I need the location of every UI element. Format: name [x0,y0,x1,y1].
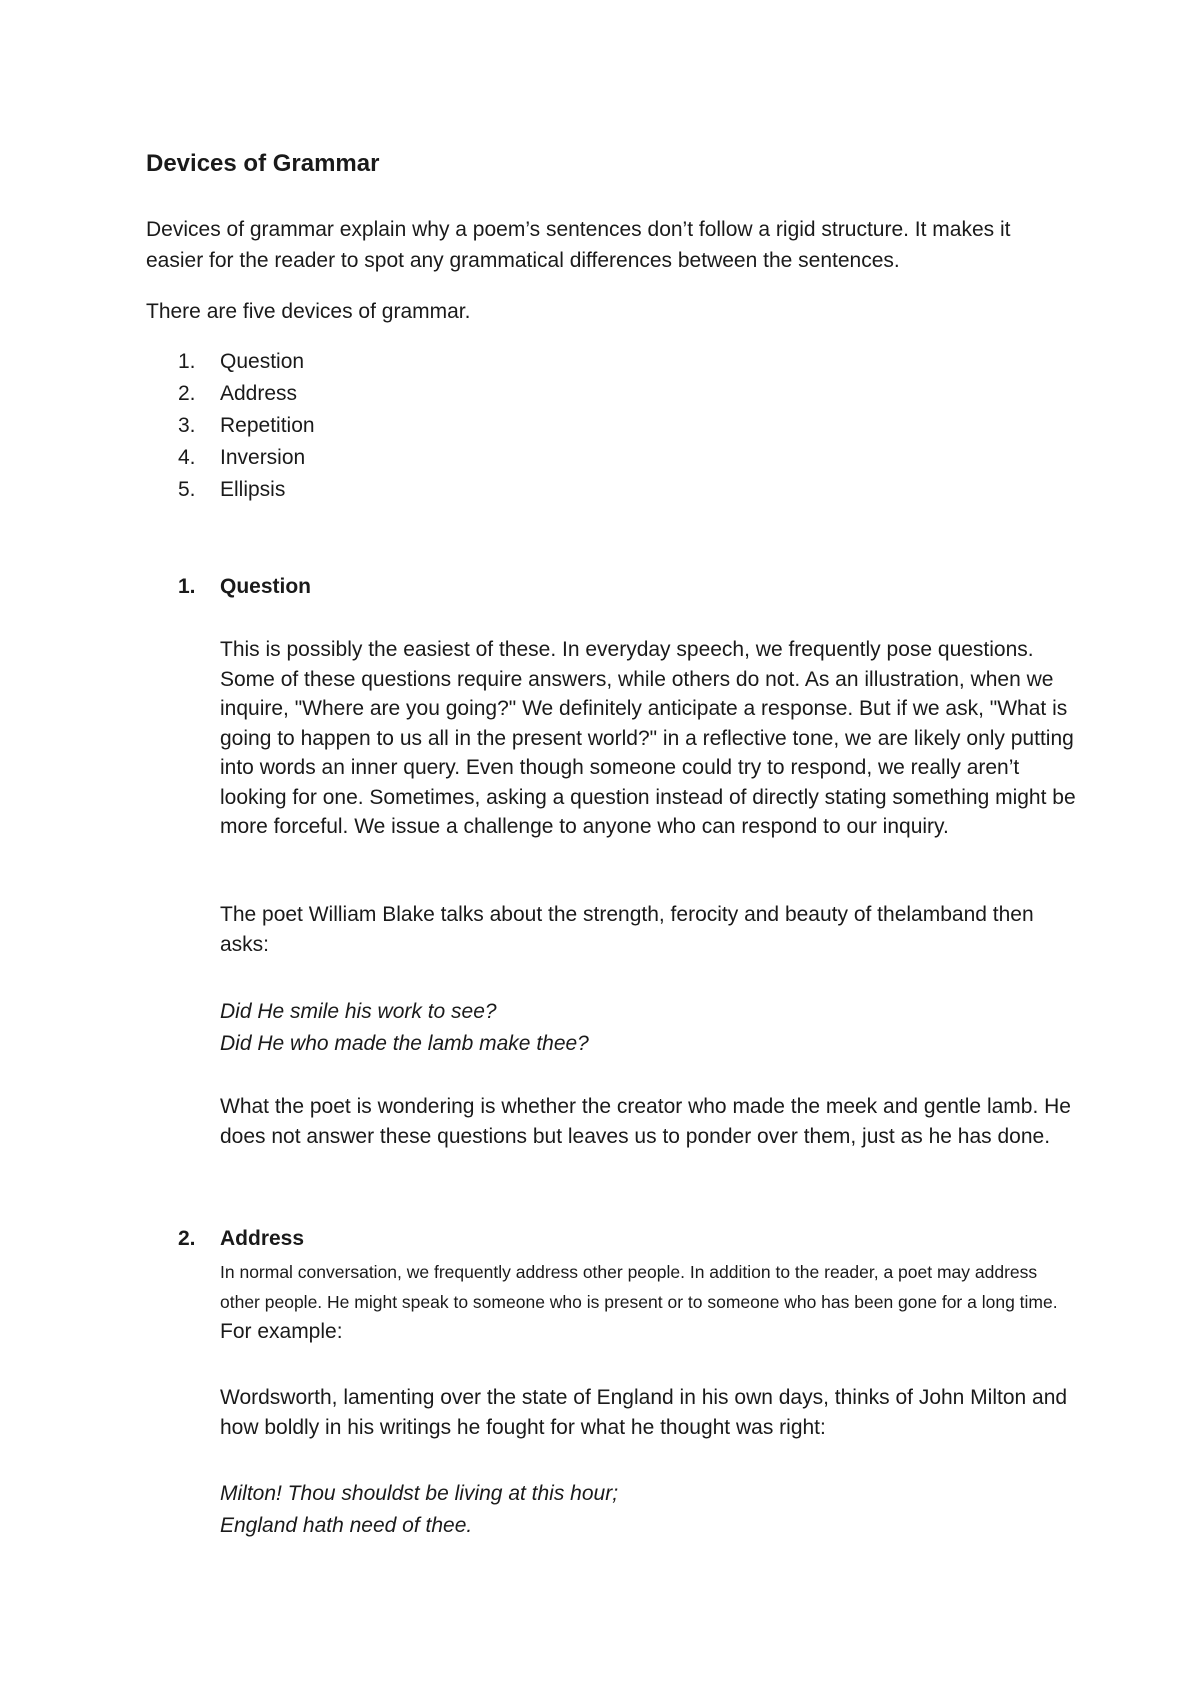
section-number: 2. [178,1227,196,1250]
address-example-label: For example: [220,1320,343,1343]
list-item [178,378,315,410]
list-item-number: 2. [178,382,196,405]
intro-paragraph: Devices of grammar explain why a poem’s sentences don’t follow a rigid structure. It makes it easier for the reader to spot any grammatical differences between the sentences. [146,218,1011,272]
list-item-label: Repetition [220,414,315,437]
address-paragraph-1 [220,1257,1070,1347]
list-item [178,346,315,378]
question-paragraph-1: This is possibly the easiest of these. In everyday speech, we frequently pose questions. Some of these questions require answers, while others do not. As an illustration, when we inquire, "Where are you going?" We definitely anticipate a response. But if we ask, "What is going to happen to us all in the present world?" in a reflective tone, we are likely only putting into words an inner query. Even though someone could try to respond, we really aren’t looking for one. Sometimes, asking a question instead of directly stating something might be more forceful. We issue a challenge to anyone who can respond to our inquiry. [220,638,1076,838]
list-item-label: Inversion [220,446,306,469]
list-item-label: Address [220,382,298,405]
list-item-number: 5. [178,478,196,501]
devices-list [178,346,315,506]
list-item-label: Question [220,350,305,373]
list-item-number: 3. [178,414,196,437]
page-title: Devices of Grammar [146,150,380,177]
list-item [178,442,315,474]
section-title: Question [220,575,312,598]
address-paragraph-text: In normal conversation, we frequently address other people. In addition to the reader, a poet may address other people. He might speak to someone who is present or to someone who has been gone for a long time. [220,1262,1058,1312]
list-item-label: Ellipsis [220,478,286,501]
list-item-number: 1. [178,350,196,373]
section-title: Address [220,1227,305,1250]
quote-line: Did He who made the lamb make thee? [220,1032,589,1055]
section-heading-address [178,1227,304,1251]
wordsworth-quote [220,1478,618,1542]
list-item-number: 4. [178,446,196,469]
quote-line: Milton! Thou shouldst be living at this hour; [220,1482,619,1505]
list-item [178,410,315,442]
list-item [178,474,315,506]
section-number: 1. [178,575,196,598]
question-paragraph-2: The poet William Blake talks about the strength, ferocity and beauty of thelamband then asks: [220,903,1034,956]
quote-line: England hath need of thee. [220,1514,473,1537]
blake-quote [220,996,589,1060]
question-paragraph-3: What the poet is wondering is whether the creator who made the meek and gentle lamb. He does not answer these questions but leaves us to ponder over them, just as he has done. [220,1095,1071,1148]
address-paragraph-2: Wordsworth, lamenting over the state of England in his own days, thinks of John Milton and how boldly in his writings he fought for what he thought was right: [220,1386,1068,1439]
quote-line: Did He smile his work to see? [220,1000,497,1023]
section-heading-question [178,575,311,599]
devices-count-sentence: There are five devices of grammar. [146,300,471,323]
